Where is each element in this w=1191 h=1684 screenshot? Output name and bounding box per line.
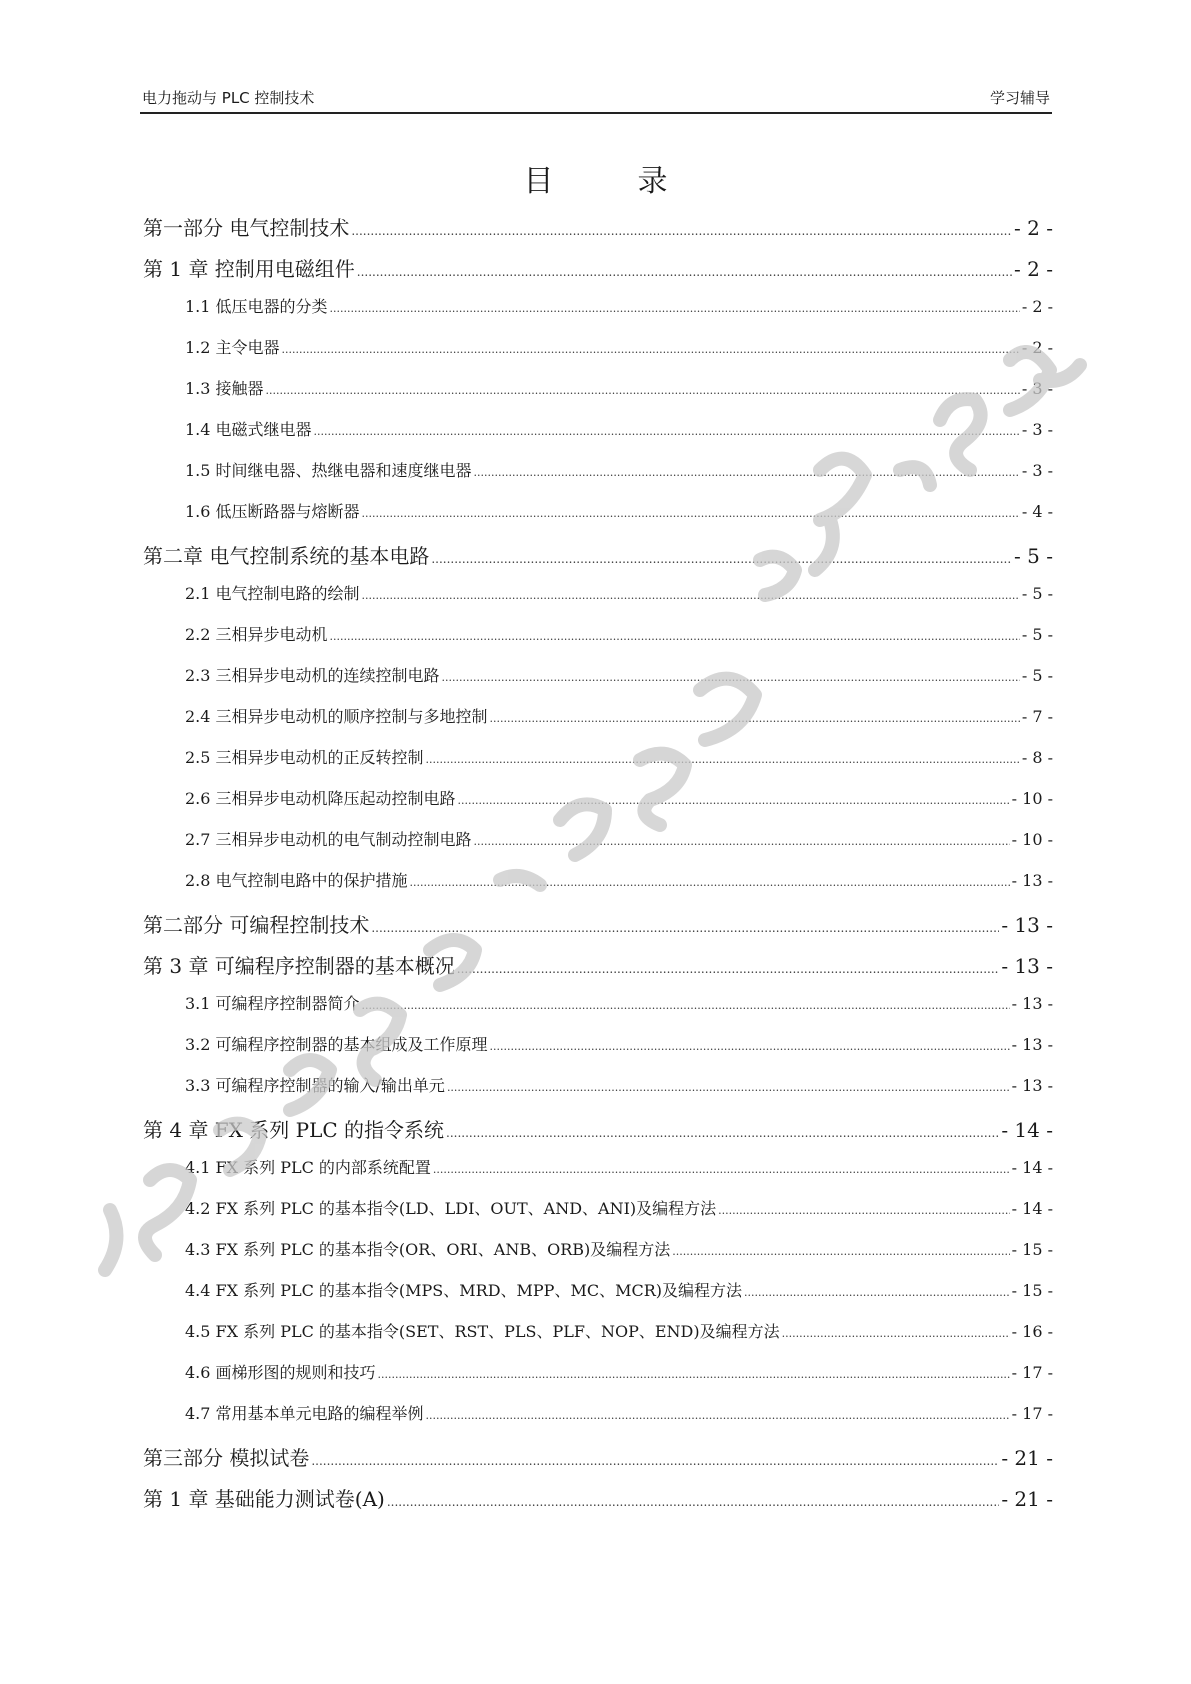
running-header <box>140 84 1052 114</box>
toc-entry-minor[interactable] <box>143 581 1053 622</box>
toc-dot-leader <box>672 1245 1009 1258</box>
toc-entry-page-number: - 3 - <box>1021 379 1053 398</box>
toc-entry-minor[interactable] <box>143 1155 1053 1196</box>
toc-entry-minor[interactable] <box>143 704 1053 745</box>
toc-entry-page-number: - 13 - <box>1011 994 1053 1013</box>
toc-entry-page-number: - 2 - <box>1021 338 1053 357</box>
toc-entry-minor[interactable] <box>143 1360 1053 1401</box>
toc-entry-title: 4.5 FX 系列 PLC 的基本指令(SET、RST、PLS、PLF、NOP、END)及编程方法 <box>185 1322 780 1341</box>
toc-entry-minor[interactable] <box>143 1278 1053 1319</box>
toc-entry-title: 第一部分 电气控制技术 <box>143 216 350 240</box>
toc-entry-minor[interactable] <box>143 622 1053 663</box>
toc-entry-major[interactable] <box>143 1114 1053 1155</box>
toc-entry-title: 1.1 低压电器的分类 <box>185 297 328 316</box>
toc-entry-minor[interactable] <box>143 1073 1053 1114</box>
toc-dot-leader <box>426 1409 1010 1422</box>
toc-entry-major[interactable] <box>143 909 1053 950</box>
toc-dot-leader <box>490 1040 1010 1053</box>
toc-entry-title: 4.1 FX 系列 PLC 的内部系统配置 <box>185 1158 431 1177</box>
toc-entry-title: 4.3 FX 系列 PLC 的基本指令(OR、ORI、ANB、ORB)及编程方法 <box>185 1240 671 1259</box>
toc-entry-page-number: - 5 - <box>1014 544 1053 568</box>
toc-entry-page-number: - 3 - <box>1021 420 1053 439</box>
toc-entry-major[interactable] <box>143 253 1053 294</box>
toc-entry-minor[interactable] <box>143 335 1053 376</box>
toc-dot-leader <box>442 671 1020 684</box>
toc-entry-page-number: - 21 - <box>1001 1446 1053 1470</box>
toc-dot-leader <box>362 589 1020 602</box>
toc-dot-leader <box>447 1081 1010 1094</box>
toc-entry-page-number: - 3 - <box>1021 461 1053 480</box>
toc-dot-leader <box>387 1495 999 1509</box>
toc-entry-page-number: - 5 - <box>1021 625 1053 644</box>
toc-entry-title: 2.8 电气控制电路中的保护措施 <box>185 871 408 890</box>
toc-dot-leader <box>330 630 1020 643</box>
toc-dot-leader <box>314 425 1020 438</box>
toc-dot-leader <box>782 1327 1010 1340</box>
toc-entry-title: 1.6 低压断路器与熔断器 <box>185 502 360 521</box>
toc-entry-page-number: - 13 - <box>1011 1035 1053 1054</box>
header-section-label: 学习辅导 <box>989 89 1050 107</box>
toc-entry-title: 第 3 章 可编程序控制器的基本概况 <box>143 954 455 978</box>
toc-entry-title: 第二章 电气控制系统的基本电路 <box>143 544 430 568</box>
toc-entry-page-number: - 5 - <box>1021 584 1053 603</box>
toc-dot-leader <box>311 1454 999 1468</box>
toc-entry-page-number: - 5 - <box>1021 666 1053 685</box>
toc-entry-major[interactable] <box>143 1442 1053 1483</box>
toc-dot-leader <box>371 921 999 935</box>
toc-entry-page-number: - 14 - <box>1001 1118 1053 1142</box>
toc-entry-title: 2.5 三相异步电动机的正反转控制 <box>185 748 424 767</box>
toc-entry-title: 第 1 章 基础能力测试卷(A) <box>143 1487 385 1511</box>
toc-entry-minor[interactable] <box>143 1319 1053 1360</box>
toc-entry-title: 第 1 章 控制用电磁组件 <box>143 257 355 281</box>
toc-entry-page-number: - 13 - <box>1001 913 1053 937</box>
toc-entry-page-number: - 15 - <box>1011 1240 1053 1259</box>
toc-entry-minor[interactable] <box>143 1401 1053 1442</box>
toc-entry-title: 3.2 可编程序控制器的基本组成及工作原理 <box>185 1035 488 1054</box>
toc-dot-leader <box>744 1286 1010 1299</box>
toc-entry-title: 2.6 三相异步电动机降压起动控制电路 <box>185 789 456 808</box>
toc-dot-leader <box>474 835 1010 848</box>
toc-dot-leader <box>266 384 1020 397</box>
toc-entry-page-number: - 10 - <box>1011 789 1053 808</box>
toc-entry-minor[interactable] <box>143 663 1053 704</box>
toc-entry-title: 4.7 常用基本单元电路的编程举例 <box>185 1404 424 1423</box>
toc-entry-page-number: - 16 - <box>1011 1322 1053 1341</box>
toc-entry-page-number: - 21 - <box>1001 1487 1053 1511</box>
toc-entry-title: 4.2 FX 系列 PLC 的基本指令(LD、LDI、OUT、AND、ANI)及编程方法 <box>185 1199 717 1218</box>
toc-entry-title: 1.4 电磁式继电器 <box>185 420 312 439</box>
toc-entry-minor[interactable] <box>143 991 1053 1032</box>
toc-entry-page-number: - 14 - <box>1011 1199 1053 1218</box>
toc-dot-leader <box>362 999 1010 1012</box>
toc-entry-title: 3.1 可编程序控制器简介 <box>185 994 360 1013</box>
toc-entry-page-number: - 13 - <box>1011 871 1053 890</box>
toc-entry-title: 1.2 主令电器 <box>185 338 280 357</box>
toc-title-char-2: 录 <box>637 164 668 199</box>
toc-entry-page-number: - 17 - <box>1011 1363 1053 1382</box>
toc-entry-page-number: - 15 - <box>1011 1281 1053 1300</box>
toc-entry-title: 第三部分 模拟试卷 <box>143 1446 310 1470</box>
toc-entry-minor[interactable] <box>143 1196 1053 1237</box>
toc-dot-leader <box>282 343 1020 356</box>
toc-dot-leader <box>446 1126 999 1140</box>
toc-entry-title: 第二部分 可编程控制技术 <box>143 913 370 937</box>
toc-entry-title: 第 4 章 FX 系列 PLC 的指令系统 <box>143 1118 445 1142</box>
toc-entry-title: 2.3 三相异步电动机的连续控制电路 <box>185 666 440 685</box>
header-book-title: 电力拖动与 PLC 控制技术 <box>142 89 315 107</box>
toc-entry-major[interactable] <box>143 950 1053 991</box>
toc-entry-major[interactable] <box>143 540 1053 581</box>
toc-dot-leader <box>330 302 1020 315</box>
toc-dot-leader <box>410 876 1010 889</box>
toc-entry-page-number: - 13 - <box>1011 1076 1053 1095</box>
toc-entry-page-number: - 17 - <box>1011 1404 1053 1423</box>
toc-entry-minor[interactable] <box>143 458 1053 499</box>
toc-dot-leader <box>426 753 1020 766</box>
toc-entry-title: 3.3 可编程序控制器的输入/输出单元 <box>185 1076 445 1095</box>
toc-dot-leader <box>433 1163 1010 1176</box>
toc-entry-minor[interactable] <box>143 1032 1053 1073</box>
toc-dot-leader <box>431 552 1012 566</box>
toc-entry-major[interactable] <box>143 212 1053 253</box>
toc-entry-title: 4.6 画梯形图的规则和技巧 <box>185 1363 376 1382</box>
toc-dot-leader <box>718 1204 1009 1217</box>
toc-entry-title: 1.5 时间继电器、热继电器和速度继电器 <box>185 461 472 480</box>
toc-entry-page-number: - 7 - <box>1021 707 1053 726</box>
toc-entry-title: 2.4 三相异步电动机的顺序控制与多地控制 <box>185 707 488 726</box>
toc-entry-minor[interactable] <box>143 417 1053 458</box>
toc-entry-major[interactable] <box>143 1483 1053 1524</box>
toc-entry-page-number: - 2 - <box>1014 257 1053 281</box>
toc-dot-leader <box>490 712 1020 725</box>
toc-entry-minor[interactable] <box>143 499 1053 540</box>
toc-entry-minor[interactable] <box>143 827 1053 868</box>
toc-dot-leader <box>362 507 1020 520</box>
toc-dot-leader <box>457 962 1000 976</box>
table-of-contents <box>143 212 1053 1524</box>
toc-entry-page-number: - 8 - <box>1021 748 1053 767</box>
toc-entry-page-number: - 2 - <box>1021 297 1053 316</box>
toc-entry-title: 4.4 FX 系列 PLC 的基本指令(MPS、MRD、MPP、MC、MCR)及编程方法 <box>185 1281 742 1300</box>
toc-dot-leader <box>351 224 1012 238</box>
toc-entry-page-number: - 13 - <box>1001 954 1053 978</box>
toc-entry-minor[interactable] <box>143 376 1053 417</box>
toc-entry-page-number: - 14 - <box>1011 1158 1053 1177</box>
toc-entry-minor[interactable] <box>143 786 1053 827</box>
toc-entry-minor[interactable] <box>143 868 1053 909</box>
toc-entry-title: 2.1 电气控制电路的绘制 <box>185 584 360 603</box>
toc-dot-leader <box>474 466 1020 479</box>
toc-entry-title: 1.3 接触器 <box>185 379 264 398</box>
toc-dot-leader <box>458 794 1010 807</box>
toc-title-char-1: 目 <box>523 164 554 199</box>
toc-entry-title: 2.2 三相异步电动机 <box>185 625 328 644</box>
toc-entry-title: 2.7 三相异步电动机的电气制动控制电路 <box>185 830 472 849</box>
toc-dot-leader <box>378 1368 1010 1381</box>
toc-title <box>0 156 1191 200</box>
toc-entry-minor[interactable] <box>143 294 1053 335</box>
toc-entry-page-number: - 4 - <box>1021 502 1053 521</box>
toc-entry-minor[interactable] <box>143 1237 1053 1278</box>
toc-entry-minor[interactable] <box>143 745 1053 786</box>
toc-dot-leader <box>357 265 1012 279</box>
toc-entry-page-number: - 2 - <box>1014 216 1053 240</box>
toc-entry-page-number: - 10 - <box>1011 830 1053 849</box>
